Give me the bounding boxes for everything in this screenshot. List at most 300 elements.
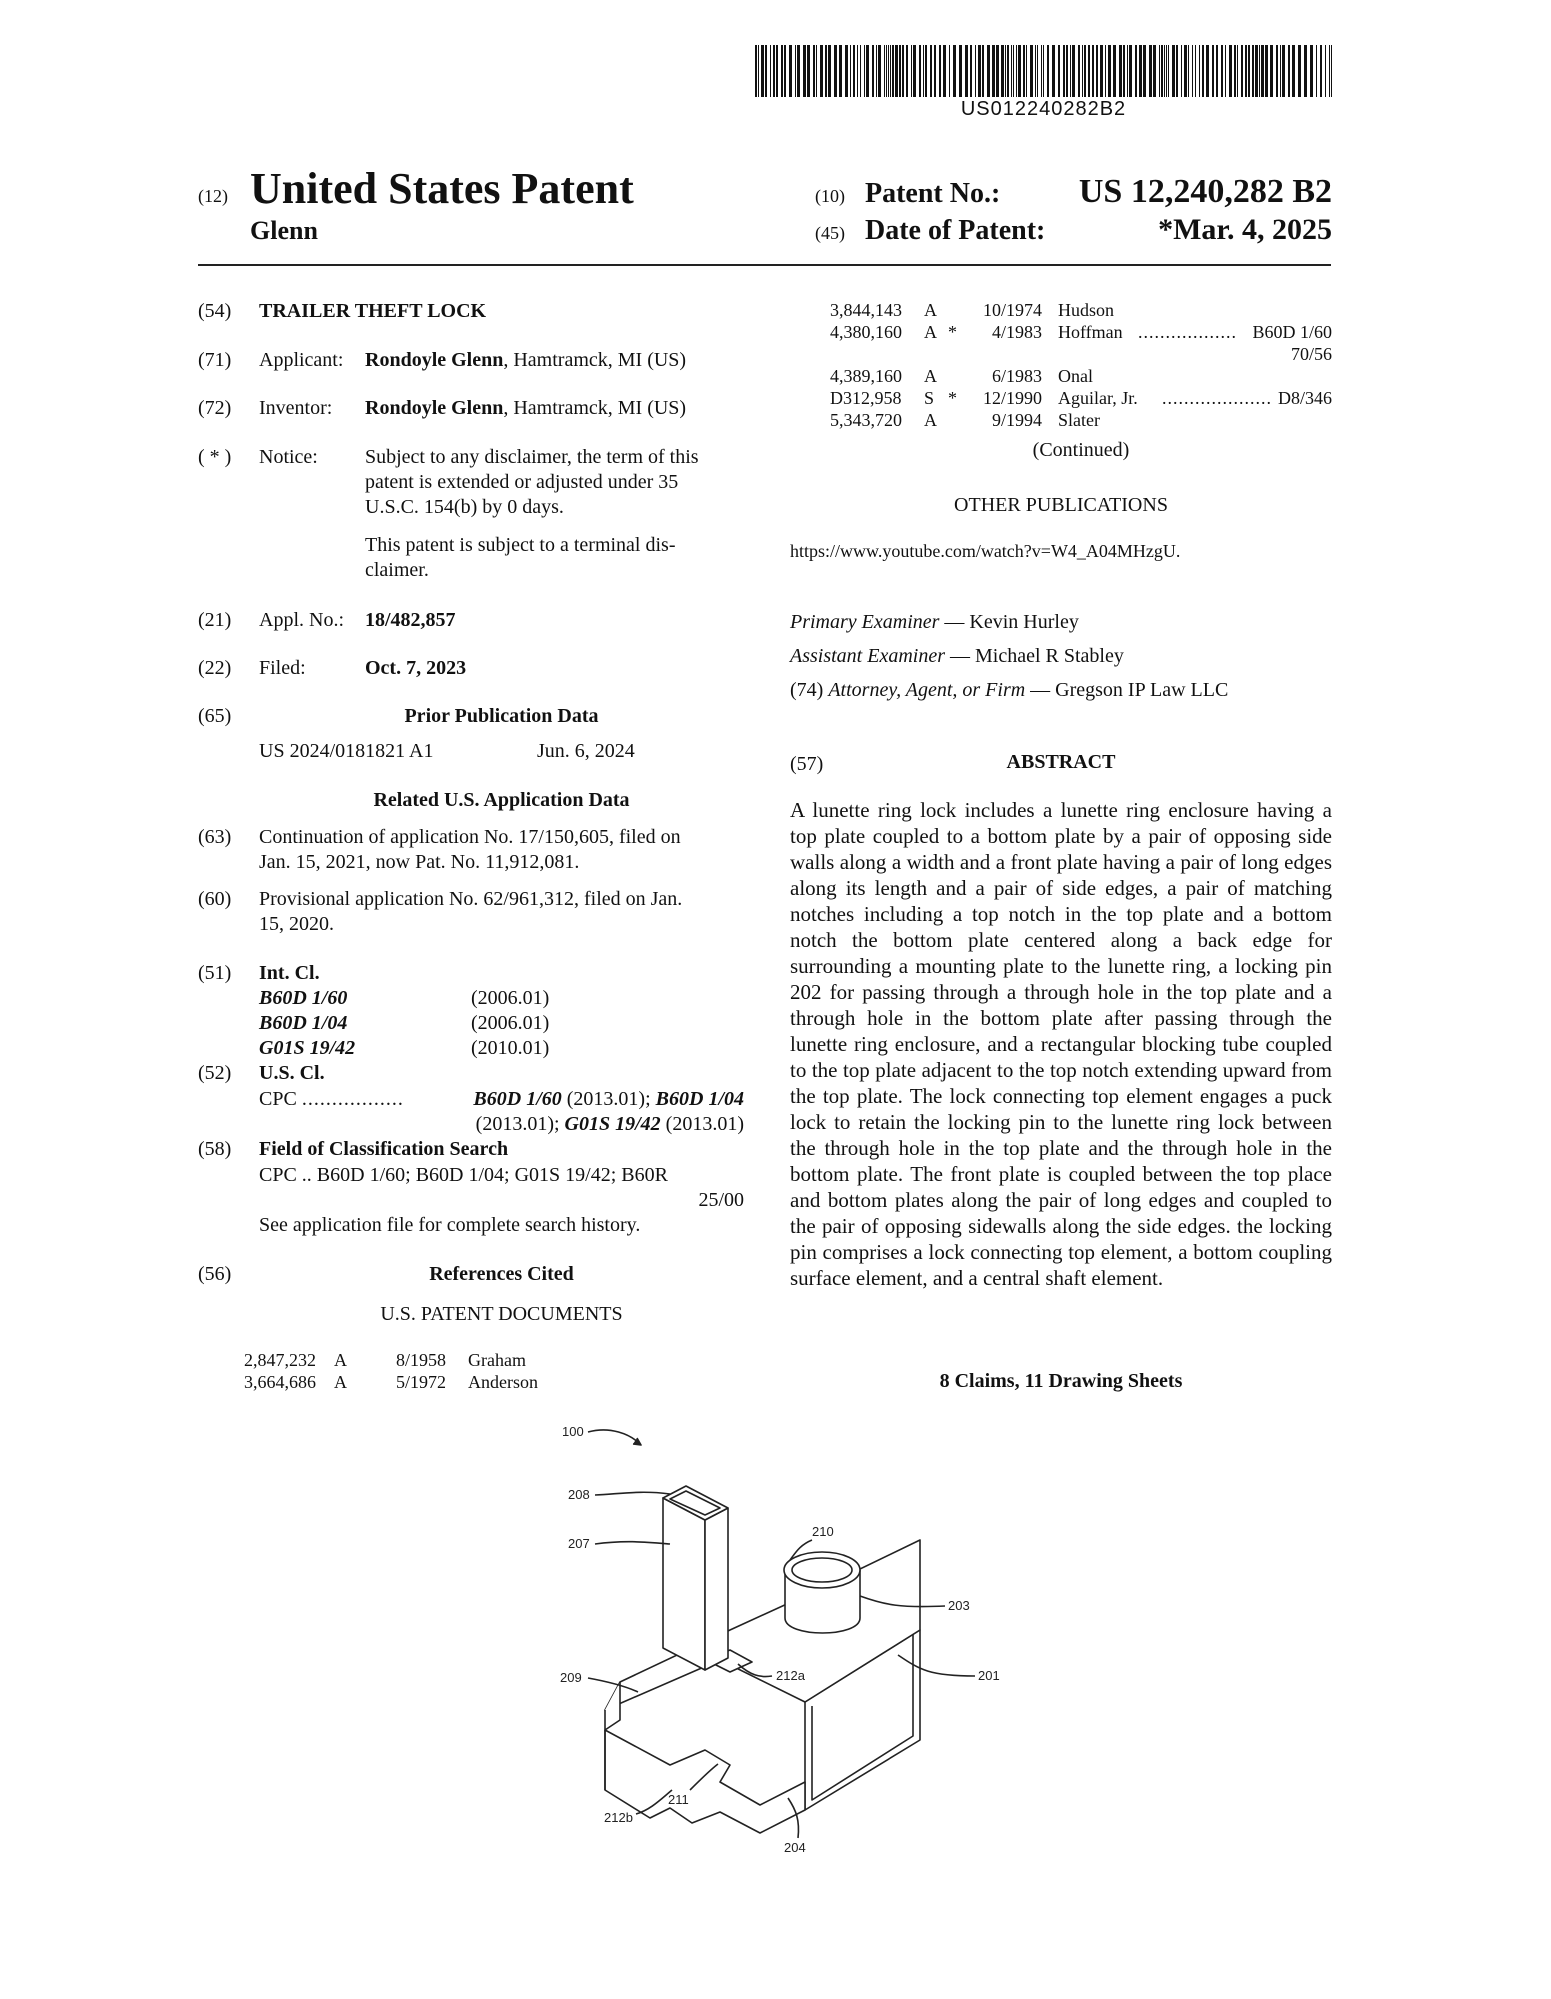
barcode-bar [987,45,990,97]
barcode-bar [1304,45,1307,97]
us-cl-class-2: B60D 1/04 [655,1088,744,1110]
barcode-bar [853,45,855,97]
barcode-bar [1199,45,1200,97]
ref-name: Aguilar, Jr. [1058,388,1138,408]
barcode-bar [1143,45,1146,97]
barcode-bar [795,45,796,97]
appl-no-label: Appl. No.: [259,609,344,631]
abstract-code: (57) [790,753,824,775]
barcode-bar [902,45,904,97]
barcode-bar [899,45,901,97]
ref-name: Hoffman [1058,322,1123,342]
barcode-bar [797,45,800,97]
right-ref-list [830,300,1332,432]
inventor-surname: Glenn [250,216,318,245]
us-cl-heading: U.S. Cl. [259,1062,325,1084]
barcode-bar [1005,45,1006,97]
int-cl-class-3: G01S 19/42 [259,1037,356,1059]
barcode-bar [934,45,936,97]
ref-date: 5/1972 [396,1372,447,1392]
barcode-bar [784,45,786,97]
leader-208 [595,1492,670,1495]
table-row [244,1350,604,1372]
barcode-bar [1288,45,1290,97]
ref-date: 6/1983 [991,366,1042,386]
prior-pub-heading: Prior Publication Data [404,705,599,727]
f51-code: (51) [198,962,232,984]
barcode-bar [1026,45,1027,97]
barcode-bar [1084,45,1086,97]
barcode-bar [789,45,792,97]
header-left-code: (12) [198,186,228,206]
barcode-bar [807,45,810,97]
table-row [830,410,1332,432]
ref-kind: A [924,410,937,430]
barcode-bar [996,45,999,97]
representative-drawing [520,1420,1040,1880]
label-212a: 212a [776,1668,805,1683]
barcode-bar [773,45,775,97]
barcode-bar [1149,45,1152,97]
barcode-bar [755,45,757,97]
primary-examiner-label: Primary Examiner [790,611,940,633]
filed-label: Filed: [259,657,306,679]
ref-name: Graham [468,1350,526,1370]
barcode-bar [1135,45,1137,97]
barcode-bar [1259,45,1260,97]
appl-no-value: 18/482,857 [365,609,456,631]
barcode-bar [978,45,981,97]
barcode-bar [1113,45,1116,97]
barcode-bar [1316,45,1317,97]
barcode-bar [1108,45,1111,97]
ref-star: * [948,388,957,408]
inventor-location: , Hamtramck, MI (US) [503,397,687,419]
us-cl-year-1: (2013.01); [561,1088,656,1110]
label-208: 208 [568,1487,590,1502]
ref-kind: A [334,1372,347,1392]
barcode-bar [1216,45,1218,97]
barcode-bar [1168,45,1169,97]
barcode-bar [1280,45,1281,97]
ref-number: D312,958 [830,388,902,408]
ref-number: 2,847,232 [244,1350,316,1370]
barcode-bar [1166,45,1167,97]
barcode-bar [925,45,927,97]
barcode-bar [758,45,759,97]
barcode-bar [1119,45,1122,97]
barcode [755,45,1332,97]
barcode-bar [884,45,885,97]
f21-code: (21) [198,609,232,631]
us-cl-line-1 [259,1088,744,1111]
applicant-value [365,349,686,372]
ref-class: 70/56 [1290,344,1332,364]
barcode-bar [1011,45,1012,97]
barcode-bar [878,45,881,97]
barcode-bar [1030,45,1033,97]
barcode-bar [949,45,950,97]
barcode-bar [1325,45,1326,97]
barcode-bar [1072,45,1075,97]
barcode-bar [1041,45,1042,97]
us-cl-line-2 [259,1113,744,1136]
barcode-bar [761,45,764,97]
barcode-bar [1001,45,1004,97]
barcode-bar [888,45,889,97]
barcode-bar [866,45,869,97]
abstract-heading: ABSTRACT [1006,751,1116,773]
ref-name: Onal [1058,366,1093,386]
us-cl-class-3: G01S 19/42 [564,1113,661,1135]
claims-summary: 8 Claims, 11 Drawing Sheets [939,1370,1183,1392]
barcode-bar [781,45,783,97]
barcode-bar [864,45,865,97]
field-search-line-3: See application file for complete search history. [259,1214,641,1236]
inventor-value [365,397,686,420]
barcode-bar [1195,45,1196,97]
barcode-bar [992,45,995,97]
barcode-bar [1100,45,1103,97]
barcode-bar [1127,45,1128,97]
f58-code: (58) [198,1138,232,1160]
barcode-bar [1282,45,1285,97]
barcode-bar [1310,45,1313,97]
table-row [830,300,1332,322]
label-210: 210 [812,1524,834,1539]
barcode-bar [1088,45,1090,97]
barcode-bar [982,45,984,97]
attorney-code: (74) [790,679,824,701]
assistant-examiner-label: Assistant Examiner [790,645,945,667]
blocking-tube-front [663,1498,705,1670]
us-cl-class-1: B60D 1/60 [473,1088,562,1110]
ref-class: D8/346 [1278,388,1332,408]
barcode-bar [923,45,924,97]
barcode-bar [845,45,848,97]
f60-line-2: 15, 2020. [259,913,334,935]
label-212b: 212b [604,1810,633,1825]
barcode-bars [755,45,1332,97]
ref-number: 3,664,686 [244,1372,316,1392]
barcode-bar [965,45,968,97]
attorney-label: Attorney, Agent, or Firm [828,679,1026,701]
label-211: 211 [668,1792,689,1807]
f54-code: (54) [198,300,232,322]
ref-star: * [948,322,957,342]
leader-207 [595,1542,670,1544]
invention-title: TRAILER THEFT LOCK [259,300,487,322]
barcode-bar [953,45,956,97]
side-wall [605,1682,620,1730]
ref-kind: A [924,322,937,342]
us-cl-cpc-label: CPC [259,1088,297,1110]
label-207: 207 [568,1536,590,1551]
barcode-bar [1159,45,1160,97]
barcode-bar [911,45,912,97]
barcode-bar [913,45,916,97]
f65-code: (65) [198,705,232,727]
ref-date: 4/1983 [991,322,1042,342]
notice-code: ( * ) [198,446,232,468]
patent-type-title: United States Patent [250,164,634,213]
barcode-bar [1245,45,1247,97]
barcode-bar [1237,45,1238,97]
barcode-bar [839,45,842,97]
barcode-bar [803,45,806,97]
table-row [244,1372,604,1394]
ref-kind: S [924,388,935,408]
f60-line-1: Provisional application No. 62/961,312, filed on Jan. [259,888,683,910]
barcode-bar [1331,45,1332,97]
barcode-bar [919,45,921,97]
references-heading: References Cited [429,1263,574,1285]
barcode-bar [890,45,891,97]
primary-examiner-value: — Kevin Hurley [939,611,1079,633]
barcode-bar [1265,45,1268,97]
attorney-value: — Gregson IP Law LLC [1025,679,1229,701]
barcode-bar [1035,45,1036,97]
barcode-bar [1248,45,1250,97]
barcode-bar [1192,45,1193,97]
patent-no-label: Patent No.: [865,178,1001,209]
barcode-bar [1063,45,1065,97]
barcode-bar [1225,45,1226,97]
ref-kind: A [334,1350,347,1370]
continued-note: (Continued) [1032,439,1130,461]
us-cl-classes-1 [473,1088,744,1111]
barcode-bar [1153,45,1156,97]
barcode-bar [1276,45,1278,97]
barcode-bar [1066,45,1068,97]
arrow-100 [588,1430,640,1444]
barcode-bar [892,45,894,97]
barcode-bar [1043,45,1044,97]
f63-line-2: Jan. 15, 2021, now Pat. No. 11,912,081. [259,851,580,873]
notice-label: Notice: [259,446,318,468]
notice-line-4: This patent is subject to a terminal dis- [365,534,676,556]
barcode-bar [1082,45,1083,97]
us-cl-year-3: (2013.01) [660,1113,744,1135]
blocking-tube-side [705,1508,728,1670]
assistant-examiner [790,645,1124,668]
barcode-bar [1241,45,1243,97]
barcode-bar [1298,45,1301,97]
barcode-bar [1013,45,1014,97]
table-row [830,388,1332,410]
barcode-bar [1270,45,1273,97]
barcode-bar [1234,45,1236,97]
date-code: (45) [815,223,845,243]
ref-name: Slater [1058,410,1100,430]
notice-line-5: claimer. [365,559,429,581]
label-100: 100 [562,1424,584,1439]
barcode-bar [886,45,887,97]
barcode-bar [857,45,858,97]
barcode-bar [1018,45,1021,97]
barcode-bar [930,45,932,97]
barcode-bar [1261,45,1264,97]
abstract-text: A lunette ring lock includes a lunette ring enclosure having a top plate coupled to a bottom plate by a pair of opposing side walls along a width and a front plate having a pair of long edges along its length and a pair of side edges, a pair of matching notches including a top notch in the top plate and a bottom notch the bottom plate centered along a back edge for surrounding a mounting plate to the lunette ring, a locking pin 202 for passing through a through hole in the top plate and a through hole in the bottom plate after passing through the lunette ring enclosure, and a rectangular blocking tube coupled to the top plate adjacent to the top notch extending upward from the top plate. The lock connecting top element engages a puck lock to retain the locking pin to the lunette ring lock between the through hole in the top plate and the through hole in the bottom plate. The front plate is coupled between the top place and bottom plates along the pair of long edges and coupled to the pair of opposing sidewalls along the side edges. the locking pin comprises a lock connecting top element, a bottom coupling surface element, and a central shaft element. [790,798,1332,1290]
barcode-bar [1037,45,1038,97]
barcode-bar [1161,45,1163,97]
barcode-bar [1206,45,1209,97]
attorney-line [790,679,1228,702]
field-search-line-2: 25/00 [698,1189,744,1211]
ref-name: Anderson [468,1372,538,1392]
barcode-bar [1292,45,1295,97]
barcode-bar [1139,45,1142,97]
barcode-bar [1070,45,1071,97]
barcode-bar [872,45,874,97]
ref-kind: A [924,366,937,386]
notice-line-1: Subject to any disclaimer, the term of this [365,446,699,468]
label-201: 201 [978,1668,1000,1683]
field-search-line-1: CPC .. B60D 1/60; B60D 1/04; G01S 19/42; B60R [259,1164,668,1186]
barcode-bar [828,45,831,97]
barcode-bar [1164,45,1165,97]
barcode-bar [1172,45,1175,97]
ref-number: 4,380,160 [830,322,902,342]
assistant-examiner-value: — Michael R Stabley [945,645,1124,667]
barcode-bar [813,45,815,97]
barcode-bar [970,45,972,97]
patent-no-code: (10) [815,186,845,206]
ref-number: 4,389,160 [830,366,902,386]
date-label: Date of Patent: [865,215,1046,246]
barcode-bar [906,45,908,97]
us-cl-year-2: (2013.01); [475,1113,565,1135]
barcode-bar [834,45,837,97]
primary-examiner [790,611,1079,634]
label-203: 203 [948,1598,970,1613]
f63-line-1: Continuation of application No. 17/150,605, filed on [259,826,681,848]
barcode-number: US012240282B2 [960,98,1127,120]
f63-code: (63) [198,826,232,848]
f71-code: (71) [198,349,232,371]
int-cl-class-1: B60D 1/60 [259,987,348,1009]
barcode-bar [825,45,827,97]
date-value: *Mar. 4, 2025 [1158,213,1332,246]
barcode-bar [1329,45,1330,97]
ref-date: 8/1958 [396,1350,447,1370]
int-cl-class-2: B60D 1/04 [259,1012,348,1034]
barcode-bar [1016,45,1017,97]
f22-code: (22) [198,657,232,679]
applicant-name: Rondoyle Glenn [365,349,504,371]
barcode-bar [1096,45,1098,97]
ref-dots: .................. [1138,322,1237,342]
other-pub-heading: OTHER PUBLICATIONS [954,494,1168,516]
barcode-bar [895,45,898,97]
ref-class: B60D 1/60 [1252,322,1332,342]
patent-no-value: US 12,240,282 B2 [1078,173,1332,210]
barcode-bar [1252,45,1254,97]
label-204: 204 [784,1840,806,1855]
field-search-heading: Field of Classification Search [259,1138,509,1160]
barcode-bar [1176,45,1178,97]
barcode-bar [776,45,778,97]
barcode-bar [1202,45,1204,97]
barcode-bar [959,45,962,97]
int-cl-version-1: (2006.01) [471,987,550,1009]
inventor-name: Rondoyle Glenn [365,397,504,419]
barcode-bar [1058,45,1060,97]
prior-pub-date: Jun. 6, 2024 [537,740,635,762]
barcode-bar [1255,45,1258,97]
notice-line-2: patent is extended or adjusted under 35 [365,471,679,493]
barcode-bar [765,45,767,97]
barcode-bar [939,45,941,97]
barcode-bar [1229,45,1232,97]
bottom-plate [605,1730,805,1833]
barcode-bar [1092,45,1094,97]
inventor-label: Inventor: [259,397,333,419]
table-row [830,322,1332,344]
barcode-bar [850,45,851,97]
ref-kind: A [924,300,937,320]
barcode-bar [1181,45,1182,97]
f52-code: (52) [198,1062,232,1084]
int-cl-version-3: (2010.01) [471,1037,550,1059]
table-row [830,366,1332,388]
barcode-bar [1184,45,1187,97]
barcode-bar [943,45,946,97]
filed-value: Oct. 7, 2023 [365,657,467,679]
header-divider [198,264,1331,266]
barcode-bar [1123,45,1125,97]
int-cl-version-2: (2006.01) [471,1012,550,1034]
barcode-bar [1188,45,1189,97]
barcode-bar [876,45,877,97]
barcode-bar [1221,45,1223,97]
barcode-bar [1105,45,1106,97]
ref-date: 9/1994 [991,410,1042,430]
f60-code: (60) [198,888,232,910]
ref-number: 3,844,143 [830,300,902,320]
barcode-bar [1052,45,1055,97]
ref-date: 12/1990 [982,388,1042,408]
applicant-label: Applicant: [259,349,344,371]
ref-dots: .................... [1162,388,1272,408]
ref-name: Hudson [1058,300,1115,320]
f72-code: (72) [198,397,232,419]
barcode-bar [1320,45,1322,97]
notice-line-3: U.S.C. 154(b) by 0 days. [365,496,564,518]
barcode-bar [1047,45,1049,97]
applicant-location: , Hamtramck, MI (US) [503,349,687,371]
left-ref-list [244,1350,604,1394]
barcode-bar [770,45,771,97]
us-cl-dots: ................. [301,1088,404,1110]
int-cl-heading: Int. Cl. [259,962,320,984]
barcode-bar [1129,45,1132,97]
barcode-bar [1212,45,1214,97]
barcode-bar [1023,45,1025,97]
prior-pub-number: US 2024/0181821 A1 [259,740,434,762]
barcode-bar [975,45,976,97]
barcode-bar [860,45,861,97]
related-heading: Related U.S. Application Data [373,789,630,811]
ref-number: 5,343,720 [830,410,902,430]
other-pub-text: https://www.youtube.com/watch?v=W4_A04MHzgU. [790,541,1181,561]
label-209: 209 [560,1670,582,1685]
table-row [830,344,1332,366]
barcode-bar [820,45,823,97]
ref-date: 10/1974 [982,300,1042,320]
barcode-bar [1078,45,1080,97]
barcode-bar [816,45,817,97]
